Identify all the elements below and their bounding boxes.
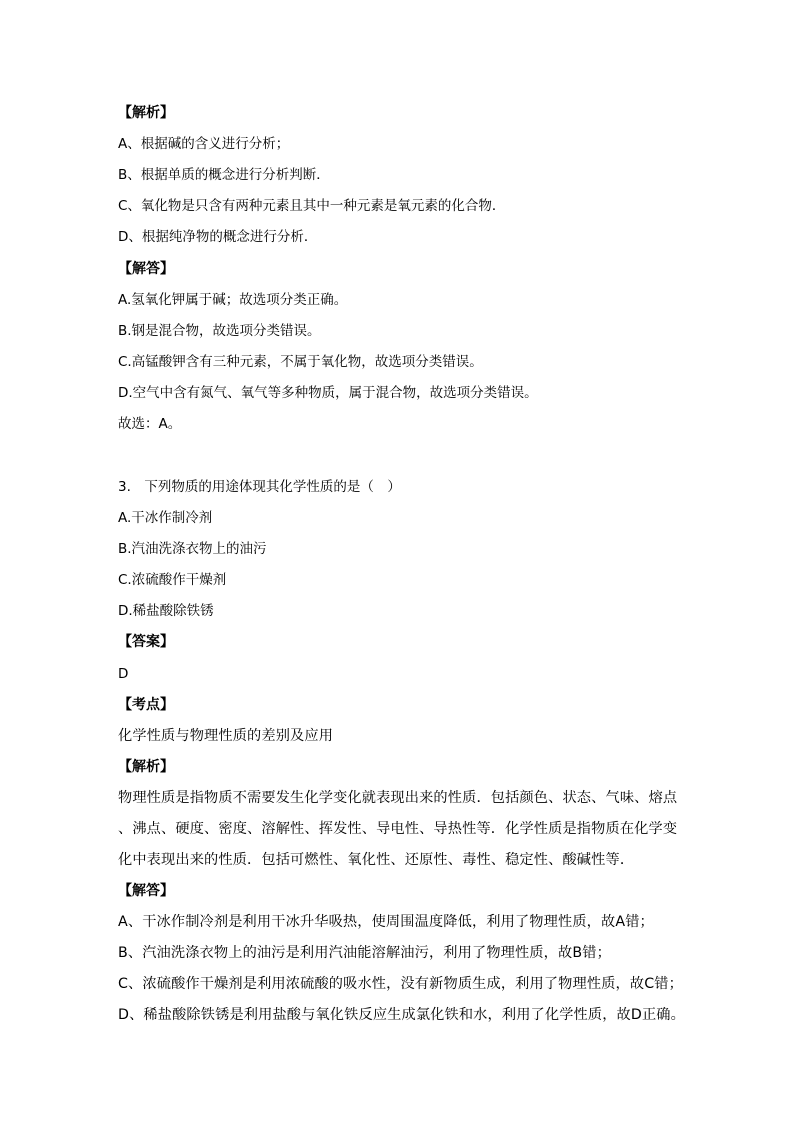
answer-heading: 【答案】 [118,634,174,650]
conclusion-line: 故选：A。 [118,416,182,432]
question-option: B.汽油洗涤衣物上的油污 [118,541,267,557]
answer-value: D [118,666,129,682]
analysis-line: 物理性质是指物质不需要发生化学变化就表现出来的性质．包括颜色、状态、气味、熔点 [118,790,678,806]
analysis-line: D、根据纯净物的概念进行分析． [118,229,318,245]
question-option: A.干冰作制冷剂 [118,510,213,526]
answer-line: B.钢是混合物，故选项分类错误。 [118,323,321,339]
answer-line: D.空气中含有氮气、氧气等多种物质，属于混合物，故选项分类错误。 [118,385,538,401]
question-option: C.浓硫酸作干燥剂 [118,572,227,588]
analysis-line: C、氧化物是只含有两种元素且其中一种元素是氧元素的化合物． [118,198,506,214]
analysis-line: B、根据单质的概念进行分析判断． [118,167,330,183]
solution-line: B、汽油洗涤衣物上的油污是利用汽油能溶解油污，利用了物理性质，故B错； [118,945,611,961]
topic-heading: 【考点】 [118,697,174,713]
solution-heading: 【解答】 [118,883,174,899]
analysis-line: 、沸点、硬度、密度、溶解性、挥发性、导电性、导热性等．化学性质是指物质在化学变 [118,821,678,837]
analysis-heading: 【解析】 [118,105,174,121]
solution-line: A、干冰作制冷剂是利用干冰升华吸热，使周围温度降低，利用了物理性质，故A错； [118,914,654,930]
answer-line: A.氢氧化钾属于碱；故选项分类正确。 [118,292,348,308]
analysis-heading: 【解析】 [118,759,174,775]
solution-line: D、稀盐酸除铁锈是利用盐酸与氧化铁反应生成氯化铁和水，利用了化学性质，故D正确。 [118,1007,685,1023]
analysis-line: A、根据碱的含义进行分析； [118,136,290,152]
question-stem: 3. 下列物质的用途体现其化学性质的是（ ） [118,479,401,495]
question-option: D.稀盐酸除铁锈 [118,603,214,619]
solution-line: C、浓硫酸作干燥剂是利用浓硫酸的吸水性，没有新物质生成，利用了物理性质，故C错； [118,976,683,992]
answer-line: C.高锰酸钾含有三种元素，不属于氧化物，故选项分类错误。 [118,354,483,370]
topic-text: 化学性质与物理性质的差别及应用 [118,728,334,744]
answer-heading: 【解答】 [118,261,174,277]
analysis-line: 化中表现出来的性质．包括可燃性、氧化性、还原性、毒性、稳定性、酸碱性等． [118,852,635,868]
